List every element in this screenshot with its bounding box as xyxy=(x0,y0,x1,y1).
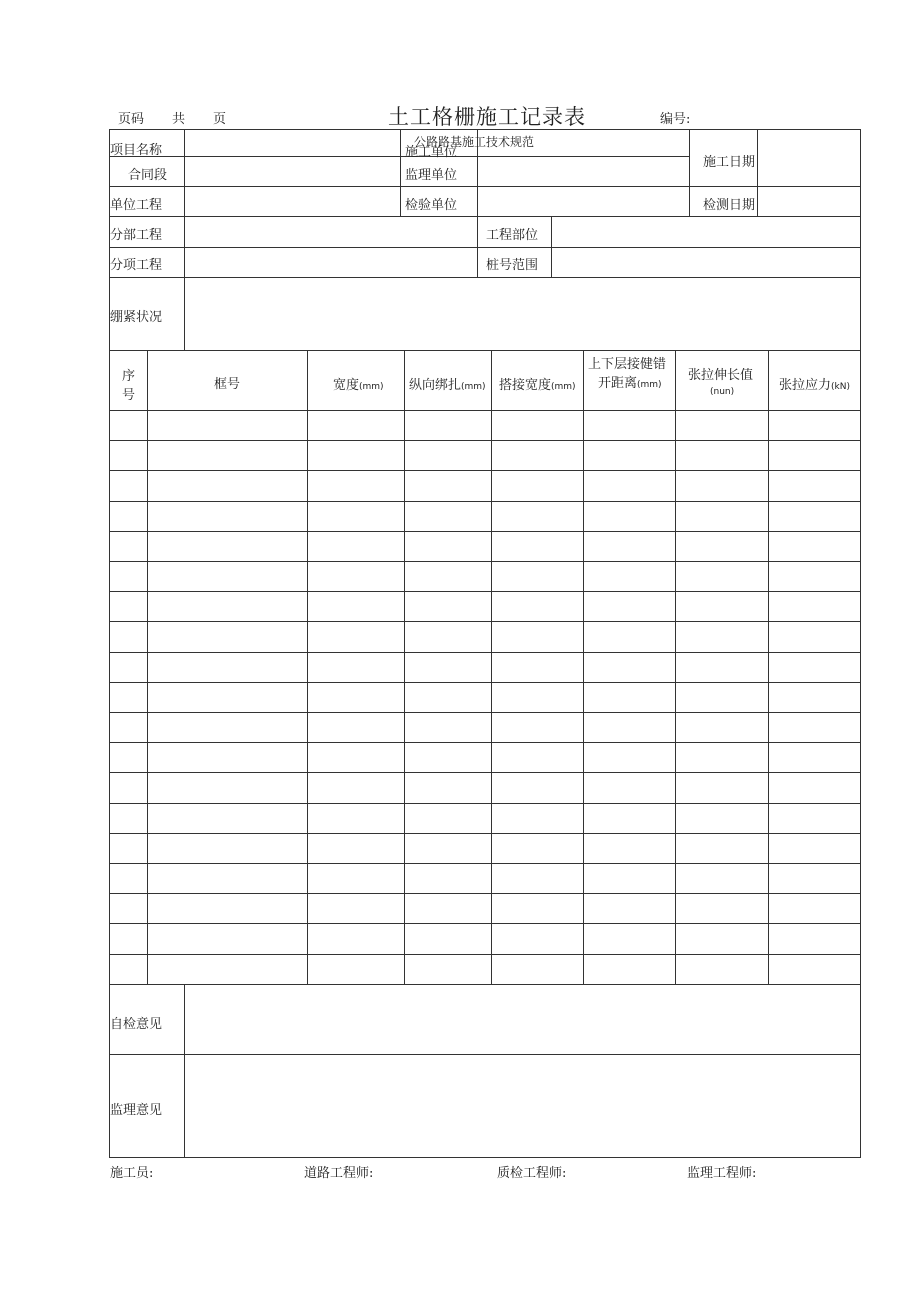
grid-line xyxy=(109,954,861,955)
grid-line xyxy=(147,350,148,985)
grid-line xyxy=(768,350,769,985)
grid-line xyxy=(109,712,861,713)
work-part-label: 工程部位 xyxy=(486,228,539,243)
col-frame: 框号 xyxy=(214,377,241,392)
supervision-opinion-label: 监理意见 xyxy=(110,1103,163,1118)
col-width: 宽度(mm) xyxy=(333,378,384,393)
grid-line xyxy=(109,863,861,864)
grid-line xyxy=(689,129,690,217)
supervising-engineer-signature-label: 监理工程师: xyxy=(687,1166,757,1181)
pages-label: 页 xyxy=(213,112,227,127)
unit-work-label: 单位工程 xyxy=(110,198,163,213)
grid-line xyxy=(109,410,861,411)
grid-line xyxy=(583,350,584,985)
col-elongation-unit: (nun) xyxy=(710,387,735,397)
grid-line xyxy=(109,833,861,834)
grid-line xyxy=(109,621,861,622)
grid-line xyxy=(184,984,185,1158)
grid-line xyxy=(109,501,861,502)
qc-engineer-signature-label: 质检工程师: xyxy=(497,1166,567,1181)
contractor-label: 施工单位 xyxy=(405,145,458,160)
spec-overlay-text: 公路路基施工技术规范 xyxy=(414,135,535,149)
page-title: 土工格栅施工记录表 xyxy=(388,105,586,129)
col-seq-2: 号 xyxy=(122,388,136,403)
inspection-unit-label: 检验单位 xyxy=(405,198,458,213)
grid-line xyxy=(109,277,861,278)
grid-line xyxy=(109,129,861,130)
col-elongation: 张拉伸长值 xyxy=(688,368,754,383)
tightness-label: 绷紧状况 xyxy=(110,310,163,325)
grid-line xyxy=(109,984,861,985)
total-label: 共 xyxy=(172,112,186,127)
grid-line xyxy=(491,350,492,985)
test-date-label: 检测日期 xyxy=(703,198,756,213)
grid-line xyxy=(109,652,861,653)
col-offset-2: 开距离(mm) xyxy=(598,376,662,391)
grid-line xyxy=(551,216,552,278)
grid-line xyxy=(109,803,861,804)
grid-line xyxy=(477,129,478,278)
self-check-opinion-label: 自检意见 xyxy=(110,1017,163,1032)
grid-line xyxy=(109,440,861,441)
grid-line xyxy=(109,591,861,592)
division-work-label: 分部工程 xyxy=(110,228,163,243)
station-range-label: 桩号范围 xyxy=(486,258,539,273)
grid-line xyxy=(109,470,861,471)
grid-line xyxy=(689,186,861,187)
grid-line xyxy=(109,216,861,217)
construction-date-label: 施工日期 xyxy=(703,155,756,170)
col-overlap: 搭接宽度(mm) xyxy=(499,378,576,393)
grid-line xyxy=(400,129,401,217)
grid-line xyxy=(404,350,405,985)
road-engineer-signature-label: 道路工程师: xyxy=(304,1166,374,1181)
grid-line xyxy=(109,350,861,351)
grid-line xyxy=(757,129,758,217)
grid-line xyxy=(109,561,861,562)
grid-line xyxy=(109,742,861,743)
grid-line xyxy=(109,129,110,1158)
contract-section-label: 合同段 xyxy=(128,168,168,183)
col-offset-1: 上下层接健错 xyxy=(588,357,667,372)
grid-line xyxy=(109,531,861,532)
grid-line xyxy=(184,129,185,351)
grid-line xyxy=(860,129,861,1158)
grid-line xyxy=(109,893,861,894)
grid-line xyxy=(109,1054,861,1055)
document-number-label: 编号: xyxy=(660,112,691,127)
grid-line xyxy=(109,682,861,683)
supervisor-label: 监理单位 xyxy=(405,168,458,183)
col-binding: 纵向绑扎(mm) xyxy=(409,378,486,393)
item-work-label: 分项工程 xyxy=(110,258,163,273)
grid-line xyxy=(307,350,308,985)
col-stress: 张拉应力(kN) xyxy=(779,378,850,393)
grid-line xyxy=(109,923,861,924)
grid-line xyxy=(109,772,861,773)
grid-line xyxy=(109,247,861,248)
builder-signature-label: 施工员: xyxy=(110,1166,154,1181)
grid-line xyxy=(109,1157,861,1158)
project-name-label: 项目名称 xyxy=(110,143,163,158)
grid-line xyxy=(675,350,676,985)
col-seq-1: 序 xyxy=(122,369,136,384)
page-number-label: 页码 xyxy=(118,112,145,127)
